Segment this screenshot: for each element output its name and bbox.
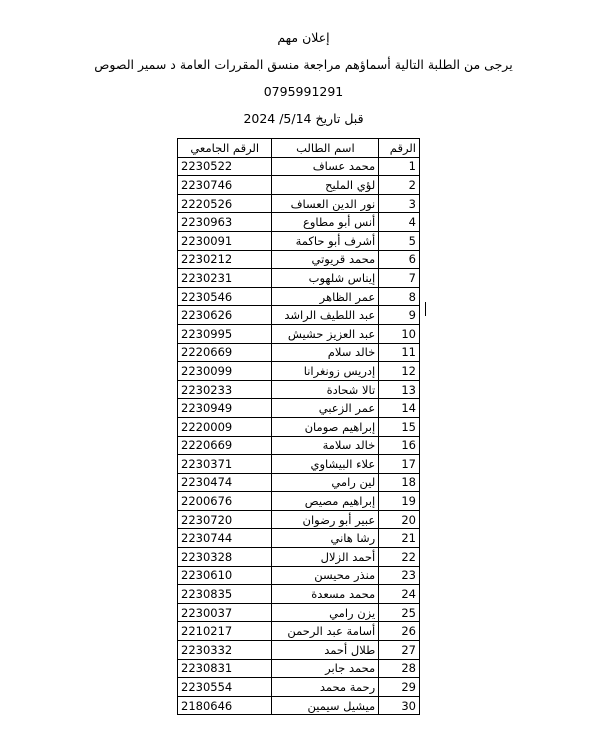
student-name: إيناس شلهوب [272, 269, 379, 288]
row-number: 24 [379, 585, 420, 604]
table-row [178, 194, 420, 213]
student-name: عمر الزعبي [272, 399, 379, 418]
university-id: 2180646 [178, 696, 272, 715]
row-number: 12 [379, 362, 420, 381]
table-row [178, 473, 420, 492]
table-row [178, 157, 420, 176]
table-row [178, 176, 420, 195]
university-id: 2230522 [178, 157, 272, 176]
row-number: 10 [379, 324, 420, 343]
university-id: 2220526 [178, 194, 272, 213]
university-id: 2230371 [178, 455, 272, 474]
student-name: رحمة محمد [272, 678, 379, 697]
student-name: تالا شحادة [272, 380, 379, 399]
deadline-prefix: قبل تاريخ [315, 111, 364, 126]
table-row [178, 641, 420, 660]
row-number: 9 [379, 306, 420, 325]
table-row [178, 213, 420, 232]
table-row [178, 585, 420, 604]
row-number: 20 [379, 510, 420, 529]
row-number: 8 [379, 287, 420, 306]
row-number: 26 [379, 622, 420, 641]
announcement-title: إعلان مهم [277, 30, 330, 45]
table-row [178, 492, 420, 511]
table-row [178, 324, 420, 343]
student-name: محمد مسعدة [272, 585, 379, 604]
student-name: خالد سلامة [272, 436, 379, 455]
table-row [178, 622, 420, 641]
university-id: 2230099 [178, 362, 272, 381]
student-name: طلال أحمد [272, 641, 379, 660]
row-number: 3 [379, 194, 420, 213]
student-name: محمد قريوتي [272, 250, 379, 269]
table-row [178, 306, 420, 325]
row-number: 29 [379, 678, 420, 697]
university-id: 2230995 [178, 324, 272, 343]
university-id: 2230626 [178, 306, 272, 325]
student-name: عبير أبو رضوان [272, 510, 379, 529]
student-table [177, 138, 420, 715]
student-name: إبراهيم مصيص [272, 492, 379, 511]
student-name: يزن رامي [272, 603, 379, 622]
row-number: 5 [379, 231, 420, 250]
university-id: 2230744 [178, 529, 272, 548]
row-number: 7 [379, 269, 420, 288]
row-number: 21 [379, 529, 420, 548]
announcement-message: يرجى من الطلبة التالية أسماؤهم مراجعة منسق المقررات العامة د سمير الصوص [94, 57, 513, 72]
table-row [178, 343, 420, 362]
student-name: عمر الظاهر [272, 287, 379, 306]
student-name: إدريس زونغرانا [272, 362, 379, 381]
university-id: 2230212 [178, 250, 272, 269]
university-id: 2230835 [178, 585, 272, 604]
text-cursor [425, 302, 426, 316]
row-number: 11 [379, 343, 420, 362]
table-row [178, 529, 420, 548]
table-row [178, 603, 420, 622]
row-number: 2 [379, 176, 420, 195]
university-id: 2230474 [178, 473, 272, 492]
student-name: عبد اللطيف الراشد [272, 306, 379, 325]
table-row [178, 362, 420, 381]
student-name: رشا هاني [272, 529, 379, 548]
table-row [178, 287, 420, 306]
table-row [178, 659, 420, 678]
row-number: 13 [379, 380, 420, 399]
student-name: أسامة عبد الرحمن [272, 622, 379, 641]
university-id: 2230328 [178, 548, 272, 567]
table-row [178, 380, 420, 399]
university-id: 2230949 [178, 399, 272, 418]
university-id: 2230332 [178, 641, 272, 660]
university-id: 2230831 [178, 659, 272, 678]
student-name: عبد العزيز حشيش [272, 324, 379, 343]
table-row [178, 417, 420, 436]
university-id: 2230231 [178, 269, 272, 288]
contact-phone: 0795991291 [263, 84, 344, 99]
university-id: 2230720 [178, 510, 272, 529]
table-row [178, 678, 420, 697]
university-id: 2230554 [178, 678, 272, 697]
university-id: 2230037 [178, 603, 272, 622]
row-number: 19 [379, 492, 420, 511]
university-id: 2230546 [178, 287, 272, 306]
row-number: 6 [379, 250, 420, 269]
header-student-name: اسم الطالب [272, 139, 379, 158]
student-name: نور الدين العساف [272, 194, 379, 213]
table-row [178, 510, 420, 529]
table-row [178, 399, 420, 418]
university-id: 2220669 [178, 343, 272, 362]
row-number: 4 [379, 213, 420, 232]
student-name: أنس أبو مطاوع [272, 213, 379, 232]
row-number: 28 [379, 659, 420, 678]
row-number: 27 [379, 641, 420, 660]
student-name: إبراهيم صومان [272, 417, 379, 436]
university-id: 2200676 [178, 492, 272, 511]
table-row [178, 548, 420, 567]
student-name: أشرف أبو حاكمة [272, 231, 379, 250]
student-name: منذر محيسن [272, 566, 379, 585]
university-id: 2230746 [178, 176, 272, 195]
row-number: 17 [379, 455, 420, 474]
university-id: 2220669 [178, 436, 272, 455]
row-number: 30 [379, 696, 420, 715]
table-row [178, 250, 420, 269]
row-number: 1 [379, 157, 420, 176]
student-name: علاء البيشاوي [272, 455, 379, 474]
row-number: 14 [379, 399, 420, 418]
student-name: لؤي المليح [272, 176, 379, 195]
table-row [178, 455, 420, 474]
header-university-id: الرقم الجامعي [178, 139, 272, 158]
student-name: ميشيل سيمين [272, 696, 379, 715]
row-number: 15 [379, 417, 420, 436]
table-row [178, 436, 420, 455]
deadline-date: 2024 /5/14 [243, 111, 312, 126]
university-id: 2230963 [178, 213, 272, 232]
row-number: 16 [379, 436, 420, 455]
table-row [178, 269, 420, 288]
table-row [178, 566, 420, 585]
deadline-line [0, 111, 607, 126]
student-name: لين رامي [272, 473, 379, 492]
student-name: محمد جابر [272, 659, 379, 678]
university-id: 2230610 [178, 566, 272, 585]
row-number: 25 [379, 603, 420, 622]
university-id: 2230233 [178, 380, 272, 399]
university-id: 2230091 [178, 231, 272, 250]
university-id: 2210217 [178, 622, 272, 641]
row-number: 18 [379, 473, 420, 492]
row-number: 23 [379, 566, 420, 585]
table-header-row [178, 139, 420, 158]
header-number: الرقم [379, 139, 420, 158]
student-name: خالد سلام [272, 343, 379, 362]
table-row [178, 231, 420, 250]
table-row [178, 696, 420, 715]
student-name: محمد عساف [272, 157, 379, 176]
university-id: 2220009 [178, 417, 272, 436]
row-number: 22 [379, 548, 420, 567]
student-name: أحمد الزلال [272, 548, 379, 567]
